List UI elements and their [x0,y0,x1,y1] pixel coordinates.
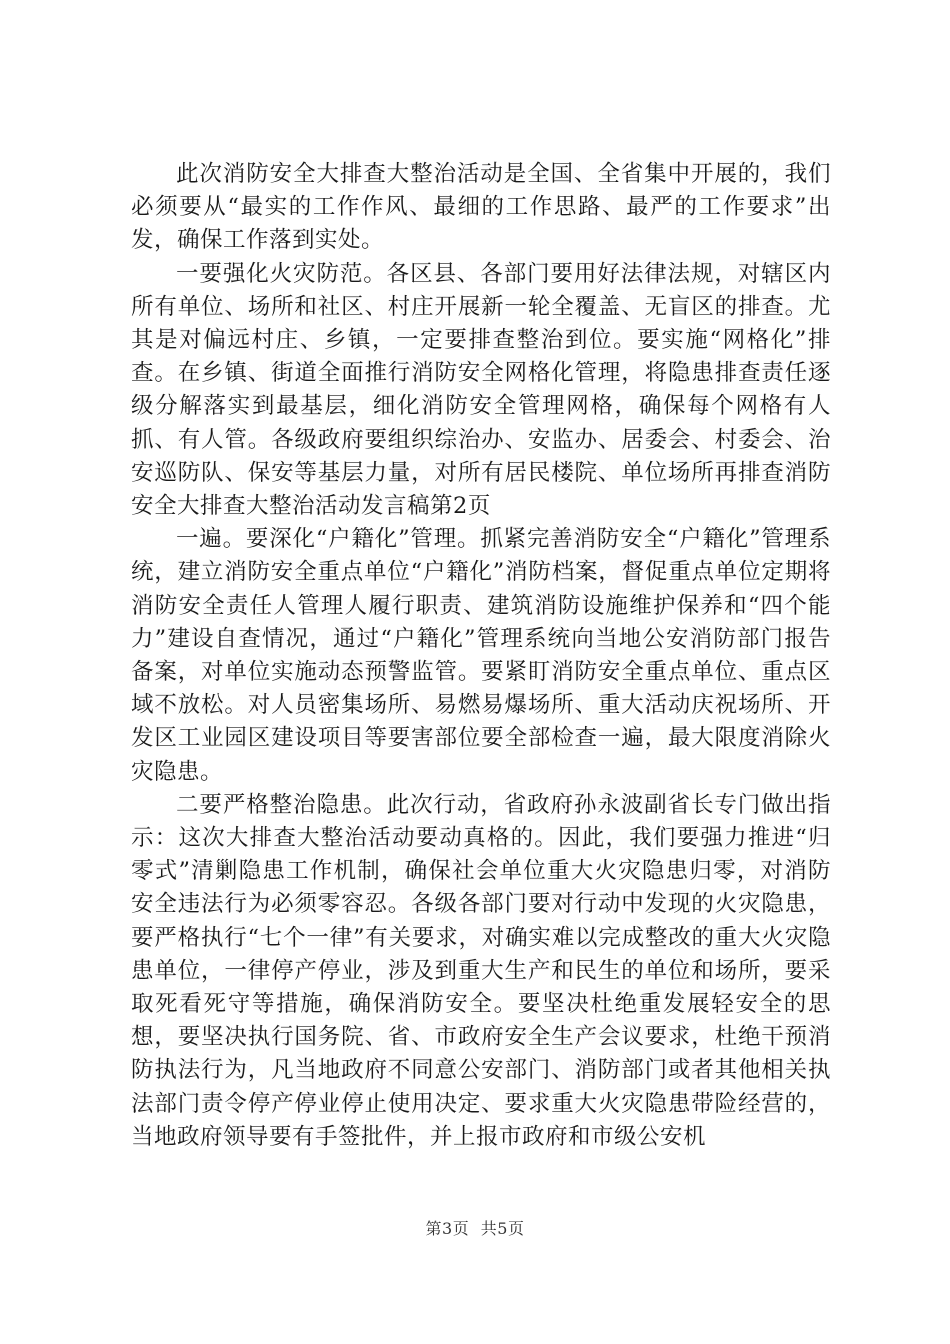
page-number: 第3页 [425,1219,470,1238]
document-body [131,158,831,1154]
page-total: 共5页 [480,1219,525,1238]
paragraph-intro: 此次消防安全大排查大整治活动是全国、全省集中开展的，我们必须要从“最实的工作作风、最细的工作思路、最严的工作要求”出发，确保工作落到实处。 [131,161,831,254]
paragraph-hazard-rectification: 二要严格整治隐患。此次行动，省政府孙永波副省长专门做出指示：这次大排查大整治活动要动真格的。因此，我们要强力推进“归零式”清剿隐患工作机制，确保社会单位重大火灾隐患归零，对消防安全违法行为必须零容忍。各级各部门要对行动中发现的火灾隐患，要严格执行“七个一律”有关要求，对确实难以完成整改的重大火灾隐患单位，一律停产停业，涉及到重大生产和民生的单位和场所，要采取死看死守等措施，确保消防安全。要坚决杜绝重发展轻安全的思想，要坚决执行国务院、省、市政府安全生产会议要求，杜绝干预消防执法行为，凡当地政府不同意公安部门、消防部门或者其他相关执法部门责令停产停业停止使用决定、要求重大火灾隐患带险经营的，当地政府领导要有手签批件，并上报市政府和市级公安机 [131,791,831,1150]
paragraph-household-management: 一遍。要深化“户籍化”管理。抓紧完善消防安全“户籍化”管理系统，建立消防安全重点单位“户籍化”消防档案，督促重点单位定期将消防安全责任人管理人履行职责、建筑消防设施维护保养和“四个能力”建设自查情况，通过“户籍化”管理系统向当地公安消防部门报告备案，对单位实施动态预警监管。要紧盯消防安全重点单位、重点区域不放松。对人员密集场所、易燃易爆场所、重大活动庆祝场所、开发区工业园区建设项目等要害部位要全部检查一遍，最大限度消除火灾隐患。 [131,526,831,785]
page-footer [0,1216,950,1239]
paragraph-fire-prevention: 一要强化火灾防范。各区县、各部门要用好法律法规，对辖区内所有单位、场所和社区、村庄开展新一轮全覆盖、无盲区的排查。尤其是对偏远村庄、乡镇，一定要排查整治到位。要实施“网格化”排查。在乡镇、街道全面推行消防安全网格化管理，将隐患排查责任逐级分解落实到最基层，细化消防安全管理网格，确保每个网格有人抓、有人管。各级政府要组织综治办、安监办、居委会、村委会、治安巡防队、保安等基层力量，对所有居民楼院、单位场所再排查消防安全大排查大整治活动发言稿第2页 [131,260,831,520]
